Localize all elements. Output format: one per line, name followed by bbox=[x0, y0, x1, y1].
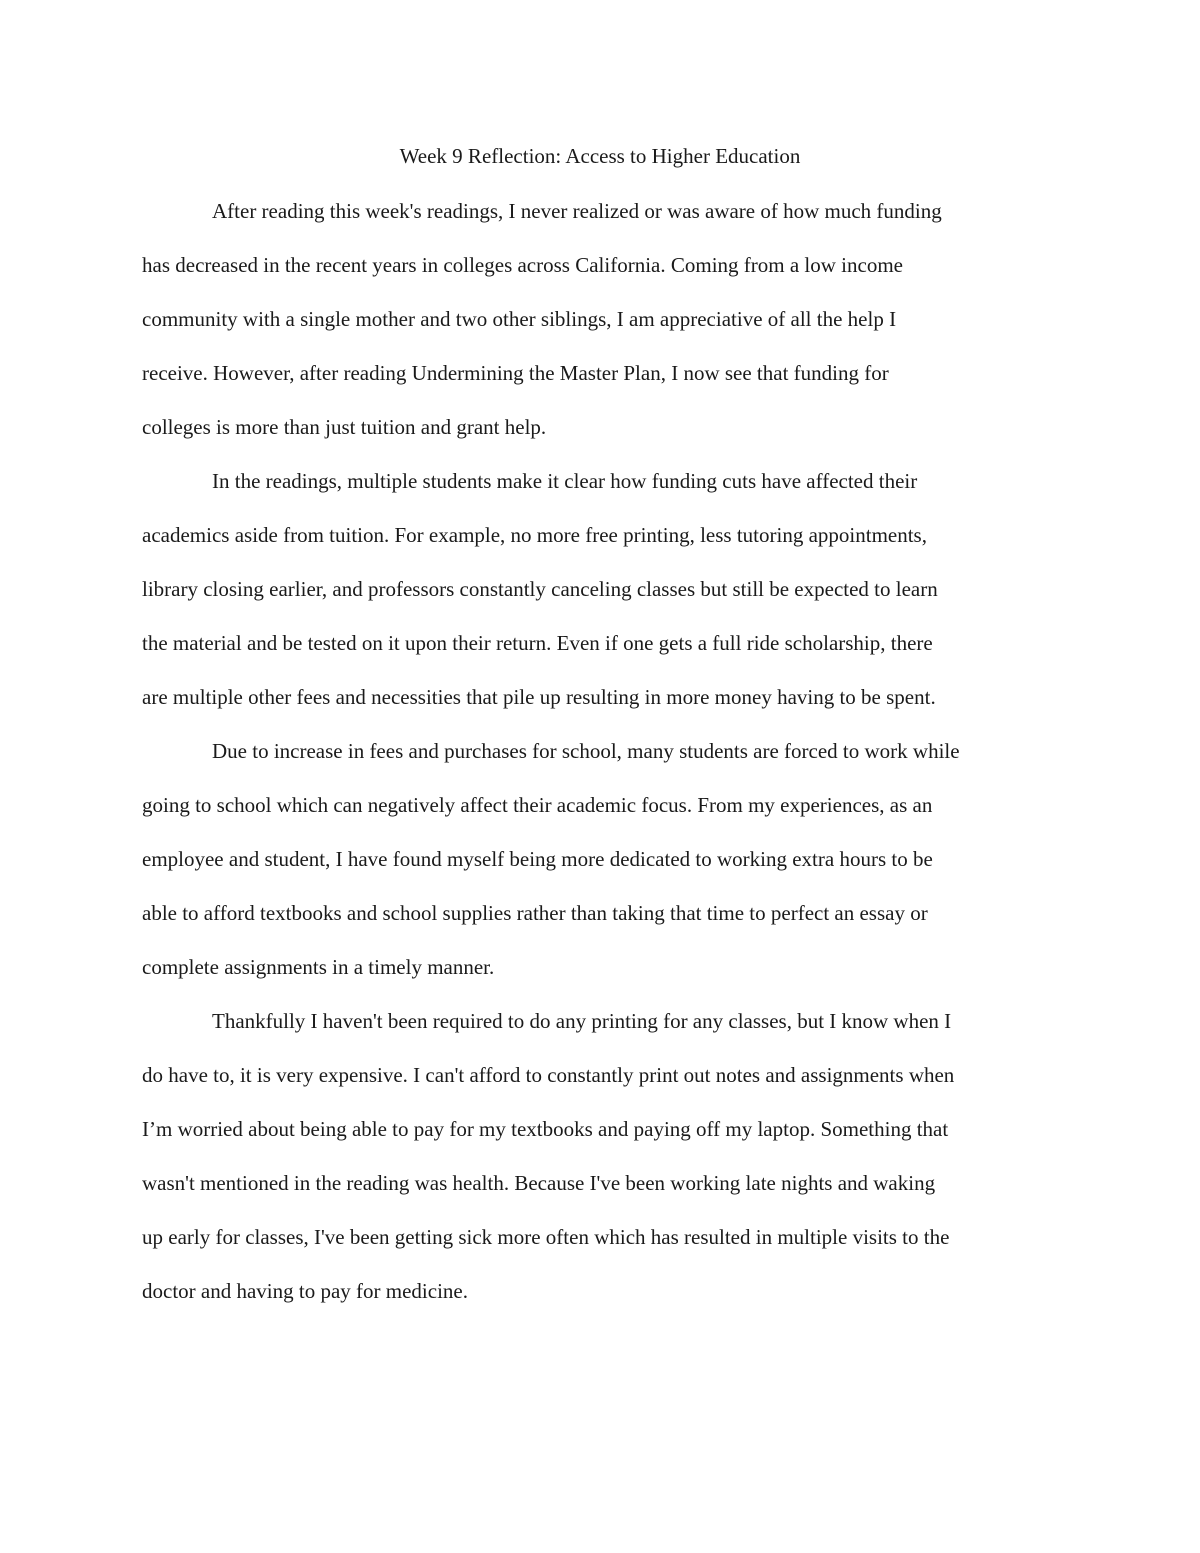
paragraph-line: doctor and having to pay for medicine. bbox=[142, 1279, 468, 1303]
paragraph-line: I’m worried about being able to pay for my textbooks and paying off my laptop. Something that bbox=[142, 1117, 949, 1141]
paragraph-line: do have to, it is very expensive. I can't afford to constantly print out notes and assignments when bbox=[142, 1063, 955, 1087]
paragraph-line: employee and student, I have found myself being more dedicated to working extra hours to be bbox=[142, 847, 933, 871]
paragraph-line: community with a single mother and two other siblings, I am appreciative of all the help I bbox=[142, 307, 897, 331]
paragraph-4 bbox=[142, 1003, 1060, 1327]
paragraph-line: able to afford textbooks and school supplies rather than taking that time to perfect an essay or bbox=[142, 901, 928, 925]
paragraph-line: are multiple other fees and necessities that pile up resulting in more money having to be spent. bbox=[142, 685, 936, 709]
paragraph-2 bbox=[142, 463, 1060, 733]
paragraph-line: academics aside from tuition. For example, no more free printing, less tutoring appointments, bbox=[142, 523, 927, 547]
paragraph-line: colleges is more than just tuition and grant help. bbox=[142, 415, 547, 439]
paragraph-line: Thankfully I haven't been required to do any printing for any classes, but I know when I bbox=[212, 1009, 952, 1033]
paragraph-line: In the readings, multiple students make it clear how funding cuts have affected their bbox=[212, 469, 918, 493]
paragraph-line: library closing earlier, and professors constantly canceling classes but still be expected to learn bbox=[142, 577, 938, 601]
paragraph-line: up early for classes, I've been getting sick more often which has resulted in multiple visits to the bbox=[142, 1225, 950, 1249]
document-title: Week 9 Reflection: Access to Higher Education bbox=[399, 144, 801, 168]
paragraph-line: going to school which can negatively affect their academic focus. From my experiences, as an bbox=[142, 793, 933, 817]
paragraph-line: complete assignments in a timely manner. bbox=[142, 955, 495, 979]
paragraph-line: the material and be tested on it upon their return. Even if one gets a full ride scholarship, there bbox=[142, 631, 933, 655]
paragraph-line: After reading this week's readings, I never realized or was aware of how much funding bbox=[212, 199, 942, 223]
paragraph-line: wasn't mentioned in the reading was health. Because I've been working late nights and waking bbox=[142, 1171, 936, 1195]
paragraph-3 bbox=[142, 733, 1060, 1003]
paragraph-1 bbox=[142, 193, 1060, 463]
paragraph-line: Due to increase in fees and purchases for school, many students are forced to work while bbox=[212, 739, 960, 763]
paragraph-line: receive. However, after reading Undermining the Master Plan, I now see that funding for bbox=[142, 361, 889, 385]
paragraph-line: has decreased in the recent years in colleges across California. Coming from a low income bbox=[142, 253, 903, 277]
document-body bbox=[142, 193, 1060, 1327]
